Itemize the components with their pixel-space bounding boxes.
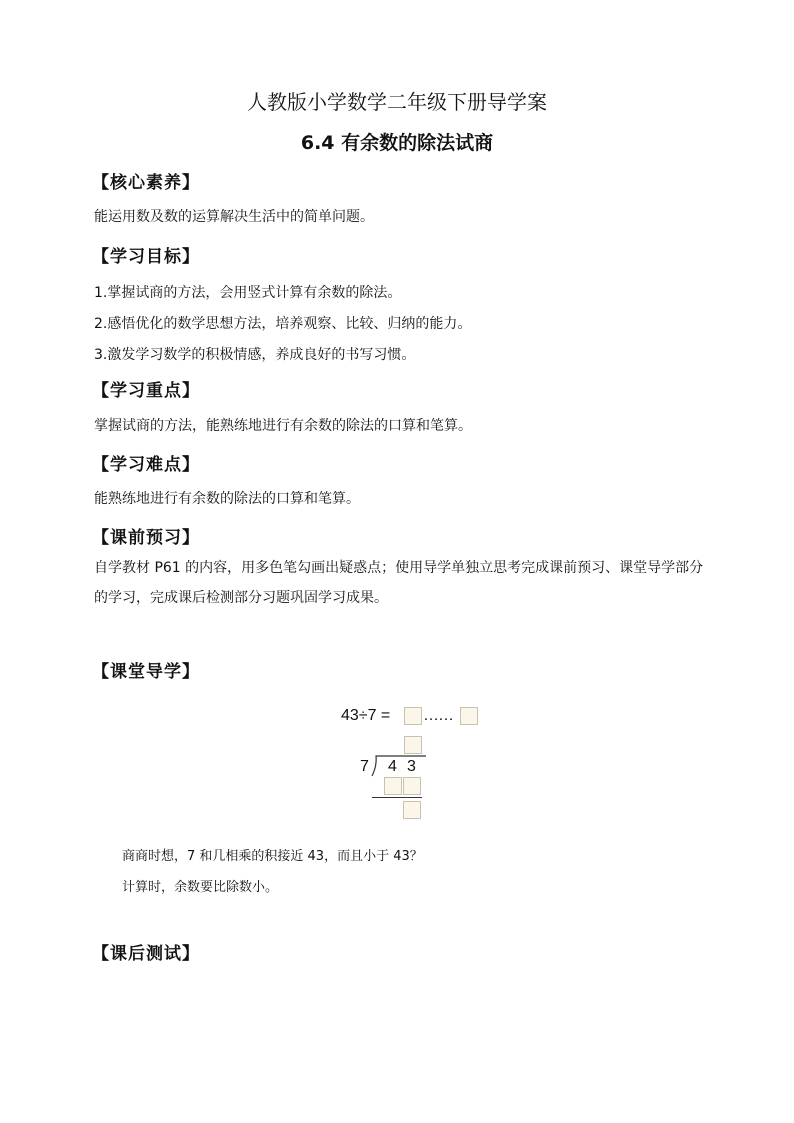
- heading-learning-goals: 【学习目标】: [92, 247, 200, 267]
- heading-preview: 【课前预习】: [92, 528, 200, 548]
- hint-remainder: 计算时，余数要比除数小。: [122, 880, 279, 895]
- product-tens-box[interactable]: [384, 777, 402, 795]
- product-ones-box[interactable]: [403, 777, 421, 795]
- heading-after-class-test: 【课后测试】: [92, 944, 200, 964]
- dividend-tens: 4: [388, 758, 397, 775]
- subtraction-line: [372, 797, 422, 798]
- goal-item-1: 1.掌握试商的方法，会用竖式计算有余数的除法。: [94, 285, 402, 301]
- remainder-dots: ……: [423, 707, 453, 724]
- heading-classroom-guide: 【课堂导学】: [92, 662, 200, 682]
- divisor: 7: [360, 758, 369, 775]
- preview-text: 自学教材 P61 的内容，用多色笔勾画出疑惑点；使用导学单独立思考完成课前预习、课堂导学部分的学习，完成课后检测部分习题巩固学习成果。: [94, 560, 704, 606]
- difficulties-text: 能熟练地进行有余数的除法的口算和笔算。: [94, 491, 360, 507]
- division-bracket: [370, 754, 430, 778]
- core-literacy-text: 能运用数及数的运算解决生活中的简单问题。: [94, 209, 374, 225]
- lesson-title: 6.4 有余数的除法试商: [300, 132, 494, 154]
- hint-trial-quotient: 商商时想，7 和几相乘的积接近 43，而且小于 43？: [122, 849, 423, 864]
- document-title: 人教版小学数学二年级下册导学案: [247, 90, 547, 114]
- key-points-text: 掌握试商的方法，能熟练地进行有余数的除法的口算和笔算。: [94, 418, 472, 434]
- remainder-digit-box[interactable]: [403, 801, 421, 819]
- dividend-ones: 3: [407, 758, 416, 775]
- heading-key-points: 【学习重点】: [92, 381, 200, 401]
- remainder-answer-box[interactable]: [460, 707, 478, 725]
- division-equation: 43÷7 =: [341, 707, 391, 724]
- goal-item-3: 3.激发学习数学的积极情感，养成良好的书写习惯。: [94, 347, 416, 363]
- heading-difficulties: 【学习难点】: [92, 455, 200, 475]
- goal-item-2: 2.感悟优化的数学思想方法，培养观察、比较、归纳的能力。: [94, 316, 472, 332]
- quotient-answer-box[interactable]: [404, 707, 422, 725]
- quotient-digit-box[interactable]: [404, 736, 422, 754]
- heading-core-literacy: 【核心素养】: [92, 173, 200, 193]
